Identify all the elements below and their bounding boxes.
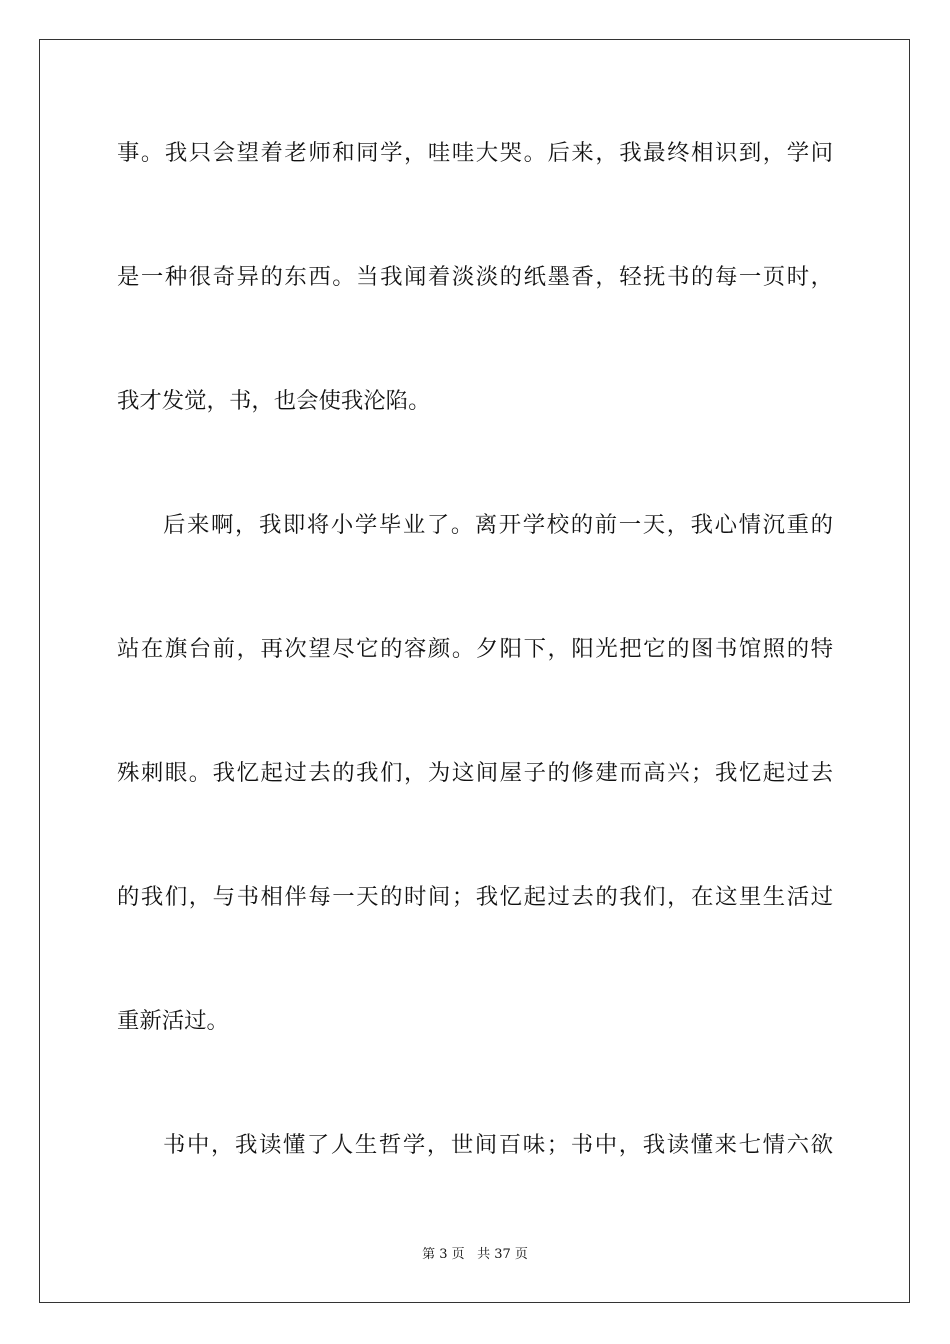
- text-line: 站在旗台前，再次望尽它的容颜。夕阳下，阳光把它的图书馆照的特: [117, 636, 833, 662]
- text-line: 事。我只会望着老师和同学，哇哇大哭。后来，我最终相识到，学问: [117, 140, 833, 166]
- text-line: 的我们，与书相伴每一天的时间；我忆起过去的我们，在这里生活过: [117, 884, 833, 910]
- text-line: 我才发觉，书，也会使我沦陷。: [117, 388, 431, 414]
- text-line: 重新活过。: [117, 1008, 229, 1034]
- text-line: 殊刺眼。我忆起过去的我们，为这间屋子的修建而高兴；我忆起过去: [117, 760, 833, 786]
- page-border: [39, 39, 910, 1303]
- paragraph-first-line: 书中，我读懂了人生哲学，世间百味；书中，我读懂来七情六欲: [163, 1132, 833, 1158]
- paragraph-first-line: 后来啊，我即将小学毕业了。离开学校的前一天，我心情沉重的: [163, 512, 833, 538]
- page-number: 第 3 页: [422, 1247, 465, 1262]
- page-total: 共 37 页: [477, 1247, 528, 1262]
- page-footer: [0, 1246, 950, 1264]
- text-line: 是一种很奇异的东西。当我闻着淡淡的纸墨香，轻抚书的每一页时，: [117, 264, 833, 290]
